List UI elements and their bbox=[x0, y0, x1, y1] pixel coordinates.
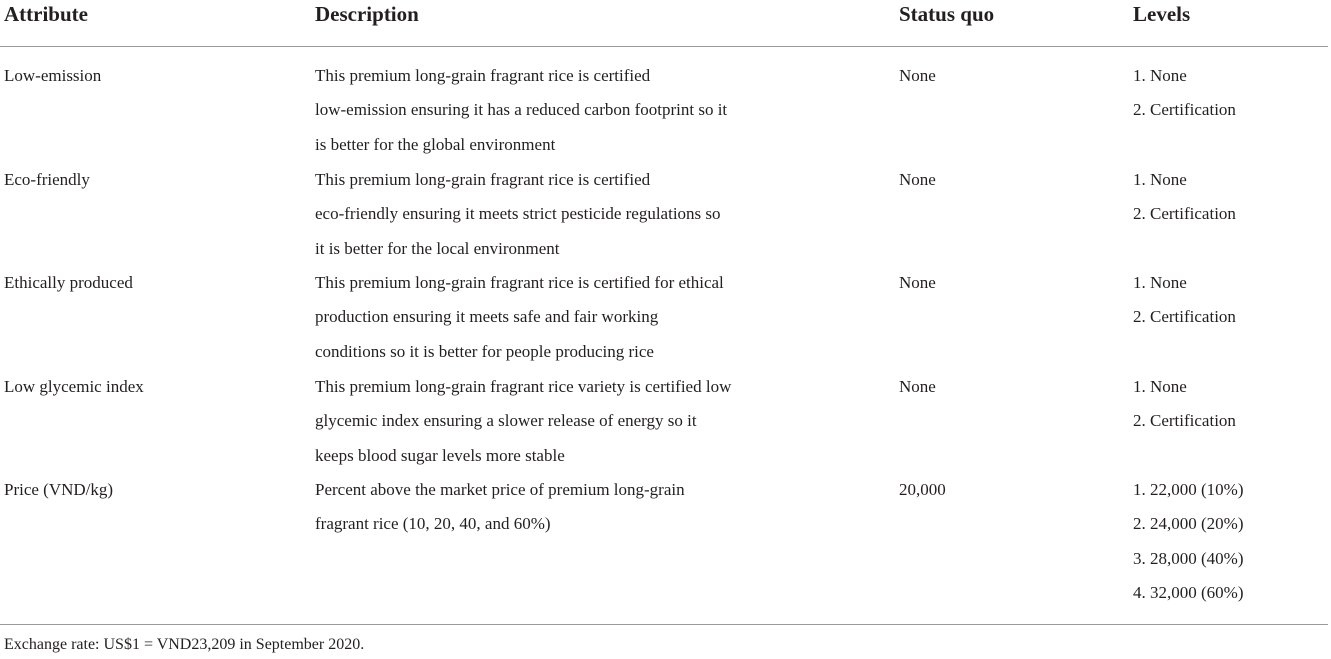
status-quo-cell: None bbox=[899, 170, 936, 189]
description-line: glycemic index ensuring a slower release of energy so it bbox=[315, 411, 697, 431]
header-status-quo: Status quo bbox=[899, 2, 995, 26]
description-line: This premium long-grain fragrant rice is certified for ethical bbox=[315, 273, 724, 292]
header-attribute: Attribute bbox=[4, 2, 88, 26]
level-item: 2. Certification bbox=[1133, 307, 1236, 327]
description-line: Percent above the market price of premium long-grain bbox=[315, 480, 685, 499]
level-item: 1. 22,000 (10%) bbox=[1133, 480, 1244, 499]
description-line: production ensuring it meets safe and fair working bbox=[315, 307, 659, 327]
level-item: 2. 24,000 (20%) bbox=[1133, 514, 1244, 534]
level-item: 1. None bbox=[1133, 170, 1187, 189]
status-quo-cell: None bbox=[899, 377, 936, 396]
attribute-cell: Low glycemic index bbox=[4, 377, 144, 396]
attribute-cell: Low-emission bbox=[4, 66, 102, 85]
description-line: fragrant rice (10, 20, 40, and 60%) bbox=[315, 514, 551, 534]
level-item: 1. None bbox=[1133, 377, 1187, 396]
level-item: 1. None bbox=[1133, 66, 1187, 85]
levels-cell bbox=[1133, 473, 1329, 610]
description-line: keeps blood sugar levels more stable bbox=[315, 445, 565, 465]
description-cell bbox=[315, 163, 805, 266]
description-line: This premium long-grain fragrant rice is certified bbox=[315, 170, 651, 189]
attribute-cell: Eco-friendly bbox=[4, 170, 90, 189]
description-cell bbox=[315, 59, 805, 162]
header-description: Description bbox=[315, 2, 419, 26]
level-item: 4. 32,000 (60%) bbox=[1133, 582, 1244, 602]
description-line: conditions so it is better for people producing rice bbox=[315, 341, 654, 361]
description-line: This premium long-grain fragrant rice is certified bbox=[315, 66, 651, 85]
header-levels: Levels bbox=[1133, 2, 1191, 26]
level-item: 2. Certification bbox=[1133, 411, 1236, 431]
level-item: 3. 28,000 (40%) bbox=[1133, 548, 1244, 568]
description-cell bbox=[315, 473, 805, 542]
description-line: it is better for the local environment bbox=[315, 238, 560, 258]
description-cell bbox=[315, 370, 805, 473]
description-line: eco-friendly ensuring it meets strict pesticide regulations so bbox=[315, 204, 721, 224]
status-quo-cell: 20,000 bbox=[899, 480, 946, 499]
levels-cell bbox=[1133, 370, 1329, 439]
header-divider bbox=[0, 46, 1328, 47]
table-bottom-divider bbox=[0, 624, 1328, 625]
description-line: This premium long-grain fragrant rice variety is certified low bbox=[315, 377, 732, 396]
attribute-cell: Ethically produced bbox=[4, 273, 133, 292]
description-line: is better for the global environment bbox=[315, 134, 556, 154]
level-item: 1. None bbox=[1133, 273, 1187, 292]
status-quo-cell: None bbox=[899, 273, 936, 292]
table-header bbox=[0, 0, 1331, 46]
attribute-cell: Price (VND/kg) bbox=[4, 480, 114, 499]
levels-cell bbox=[1133, 163, 1329, 232]
status-quo-cell: None bbox=[899, 66, 936, 85]
description-cell bbox=[315, 266, 805, 369]
levels-cell bbox=[1133, 266, 1329, 335]
level-item: 2. Certification bbox=[1133, 204, 1236, 224]
level-item: 2. Certification bbox=[1133, 100, 1236, 120]
table-footnote: Exchange rate: US$1 = VND23,209 in September 2020. bbox=[4, 636, 365, 653]
levels-cell bbox=[1133, 59, 1329, 128]
description-line: low-emission ensuring it has a reduced carbon footprint so it bbox=[315, 100, 728, 120]
